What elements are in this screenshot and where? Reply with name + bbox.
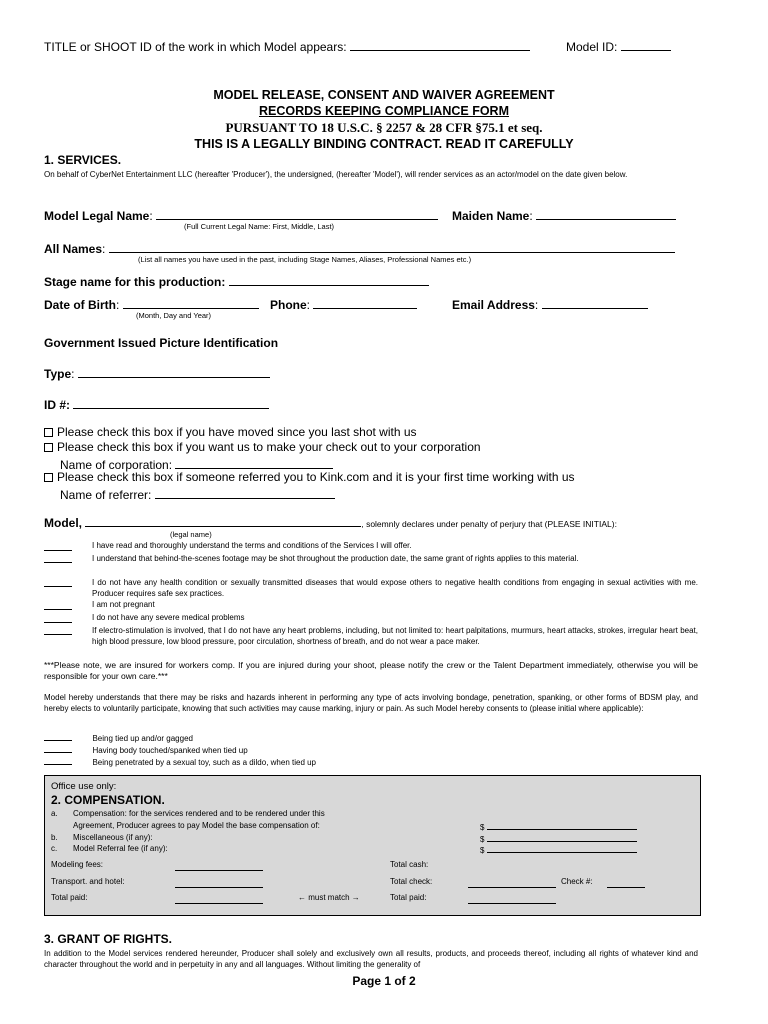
title-shoot-id-field — [44, 38, 530, 54]
modeling-fees-label: Modeling fees: — [51, 860, 104, 869]
comp-a-input[interactable] — [487, 821, 637, 830]
initial-blank[interactable] — [44, 613, 72, 623]
dollar-sign: $ — [480, 846, 485, 855]
all-names-field: All Names: — [44, 240, 675, 256]
services-intro: On behalf of CyberNet Entertainment LLC (hereafter 'Producer'), the undersigned, (hereafter 'Model'), will render services as an actor/model on the date given below. — [44, 170, 628, 179]
id-type-label: Type — [44, 367, 72, 381]
services-heading: 1. SERVICES. — [44, 153, 122, 167]
comp-b-text: Miscellaneous (if any): — [73, 833, 153, 842]
risk-item — [44, 752, 316, 770]
declaration-item-text: If electro-stimulation is involved, that I do not have any heart problems, including, but not limited to: heart palpitations, murmurs, heart attacks, strokes, irregular heart beat, high blood pressure, low blood pressure, poor circulation, shortness of breath, and do not wear a pace maker. — [92, 626, 698, 646]
email-field: Email Address: — [452, 296, 648, 312]
heading-model-release: MODEL RELEASE, CONSENT AND WAIVER AGREEMENT — [213, 88, 555, 102]
legal-name-label: Model Legal Name — [44, 209, 150, 223]
must-match-note: ← must match → — [298, 893, 360, 902]
risk-item-text: Being tied up and/or gagged — [92, 734, 193, 743]
checkbox-corporation[interactable] — [44, 443, 53, 452]
phone-input[interactable] — [313, 296, 417, 309]
id-number-input[interactable] — [73, 396, 269, 409]
checkbox-moved-row — [44, 425, 417, 439]
declaration-line — [44, 514, 617, 530]
declaration-item-text: I have read and thoroughly understand the terms and conditions of the Services I will offer. — [92, 541, 412, 550]
checkbox-referred-row — [44, 470, 575, 484]
model-id-field — [566, 38, 671, 54]
legal-name-field: Model Legal Name: — [44, 207, 438, 223]
declaration-legal-name-input[interactable] — [85, 514, 361, 527]
stage-name-field — [44, 273, 429, 289]
id-type-input[interactable] — [78, 365, 270, 378]
checkbox-corporation-label: Please check this box if you want us to make your check out to your corporation — [57, 440, 481, 454]
page-number: Page 1 of 2 — [352, 974, 416, 988]
total-paid-2-label: Total paid: — [390, 893, 427, 902]
stage-name-label: Stage name for this production: — [44, 275, 226, 289]
declaration-item-text: I do not have any severe medical problems — [92, 613, 245, 622]
comp-a-amount — [480, 821, 637, 832]
declaration-item-text: I do not have any health condition or sexually transmitted diseases that would expose others to negative health conditions from engaging in sexual activities with me. Producer requires safe sex practices. — [92, 578, 698, 598]
risk-item-text: Being penetrated by a sexual toy, such as a dildo, when tied up — [92, 758, 317, 767]
initial-blank[interactable] — [44, 541, 72, 551]
checkbox-moved[interactable] — [44, 428, 53, 437]
total-paid-2-input[interactable] — [468, 893, 556, 904]
email-label: Email Address — [452, 298, 535, 312]
insurance-note: ***Please note, we are insured for workers comp. If you are injured during your shoot, please notify the crew or the Talent Department immediately, otherwise you will be responsible for your own care.*** — [44, 660, 698, 681]
title-shoot-id-input[interactable] — [350, 38, 530, 51]
office-use-label: Office use only: — [51, 781, 117, 792]
comp-b-amount — [480, 833, 637, 844]
declaration-model-label: Model, — [44, 516, 82, 530]
legal-name-input[interactable] — [156, 207, 438, 220]
comp-a-text2: Agreement, Producer agrees to pay Model the base compensation of: — [73, 821, 320, 830]
comp-a-text1: Compensation: for the services rendered and to be rendered under this — [73, 809, 325, 818]
heading-records-keeping-text: RECORDS KEEPING COMPLIANCE FORM — [258, 104, 509, 118]
total-paid-input[interactable] — [175, 893, 263, 904]
phone-label: Phone — [270, 298, 307, 312]
corporation-name-input[interactable] — [175, 456, 333, 469]
gov-id-heading: Government Issued Picture Identification — [44, 336, 279, 350]
all-names-input[interactable] — [109, 240, 675, 253]
transport-input[interactable] — [175, 877, 263, 888]
initial-blank[interactable] — [44, 600, 72, 610]
dollar-sign: $ — [480, 823, 485, 832]
all-names-label: All Names — [44, 242, 103, 256]
grant-text: In addition to the Model services rendered hereunder, Producer shall solely and exclusively own all results, products, and proceeds thereof, including all rights of whatever kind and character throughout the world and in perpetuity in any and all languages. Without limiting the generality of — [44, 949, 698, 969]
heading-binding-contract: THIS IS A LEGALLY BINDING CONTRACT. READ IT CAREFULLY — [194, 137, 574, 151]
comp-b-input[interactable] — [487, 833, 637, 842]
heading-pursuant: PURSUANT TO 18 U.S.C. § 2257 & 28 CFR §75.1 et seq. — [225, 120, 543, 135]
email-input[interactable] — [542, 296, 648, 309]
id-type-field: Type: — [44, 365, 270, 381]
initial-blank[interactable] — [44, 755, 72, 765]
initial-blank[interactable] — [44, 577, 72, 587]
title-shoot-id-label: TITLE or SHOOT ID of the work in which Model appears: — [44, 40, 347, 54]
checkbox-referred[interactable] — [44, 473, 53, 482]
comp-c-text: Model Referral fee (if any): — [73, 844, 168, 853]
comp-c-input[interactable] — [487, 844, 637, 853]
dob-label: Date of Birth — [44, 298, 116, 312]
checkbox-corporation-row — [44, 440, 481, 454]
declaration-text: , solemnly declares under penalty of perjury that (PLEASE INITIAL): — [361, 519, 617, 529]
declaration-legal-name-hint: (legal name) — [170, 530, 212, 539]
dob-hint: (Month, Day and Year) — [136, 311, 212, 320]
declaration-item-text: I am not pregnant — [92, 600, 155, 609]
maiden-name-label: Maiden Name — [452, 209, 530, 223]
total-check-label: Total check: — [390, 877, 433, 886]
id-number-label: ID #: — [44, 398, 71, 412]
phone-field: Phone: — [270, 296, 417, 312]
modeling-fees-input[interactable] — [175, 860, 263, 871]
referrer-name-input[interactable] — [155, 486, 335, 499]
corporation-name-label: Name of corporation: — [60, 458, 173, 472]
checkbox-moved-label: Please check this box if you have moved since you last shot with us — [57, 425, 417, 439]
maiden-name-field: Maiden Name: — [452, 207, 676, 223]
dob-input[interactable] — [123, 296, 259, 309]
checkbox-referred-label: Please check this box if someone referred you to Kink.com and it is your first time working with us — [57, 470, 575, 484]
dollar-sign: $ — [480, 835, 485, 844]
compensation-box — [44, 775, 701, 916]
check-num-input[interactable] — [607, 877, 645, 888]
comp-b-marker: b. — [51, 833, 58, 842]
transport-label: Transport. and hotel: — [51, 877, 125, 886]
total-cash-label: Total cash: — [390, 860, 429, 869]
initial-blank[interactable] — [44, 625, 72, 635]
total-check-input[interactable] — [468, 877, 556, 888]
compensation-heading: 2. COMPENSATION. — [51, 793, 165, 807]
total-paid-label: Total paid: — [51, 893, 88, 902]
dob-field: Date of Birth: — [44, 296, 259, 312]
risk-item-text: Having body touched/spanked when tied up — [92, 746, 248, 755]
risks-text: Model hereby understands that there may be risks and hazards inherent in performing any type of acts involving bondage, penetration, spanking, or other forms of BDSM play, and hereby elects to voluntarily participate, knowing that such activities may cause marking, injury or pain. As such Model hereby consents to (please initial where applicable): — [44, 693, 698, 713]
check-num-label: Check #: — [561, 877, 593, 886]
grant-heading: 3. GRANT OF RIGHTS. — [44, 932, 173, 946]
legal-name-hint: (Full Current Legal Name: First, Middle, Last) — [184, 222, 335, 231]
all-names-hint: (List all names you have used in the past, including Stage Names, Aliases, Professional Names etc.) — [138, 255, 472, 264]
comp-c-amount — [480, 844, 637, 855]
stage-name-input[interactable] — [229, 273, 429, 286]
heading-records-keeping — [0, 104, 768, 118]
referrer-name-label: Name of referrer: — [60, 488, 152, 502]
initial-blank[interactable] — [44, 553, 72, 563]
model-id-label: Model ID: — [566, 40, 618, 54]
comp-c-marker: c. — [51, 844, 58, 853]
comp-a-marker: a. — [51, 809, 58, 818]
model-id-input[interactable] — [621, 38, 671, 51]
declaration-item-text: I understand that behind-the-scenes footage may be shot throughout the production date, the same grant of rights applies to this material. — [92, 554, 579, 563]
id-number-field — [44, 396, 269, 412]
referrer-name-field — [60, 486, 335, 502]
maiden-name-input[interactable] — [536, 207, 676, 220]
